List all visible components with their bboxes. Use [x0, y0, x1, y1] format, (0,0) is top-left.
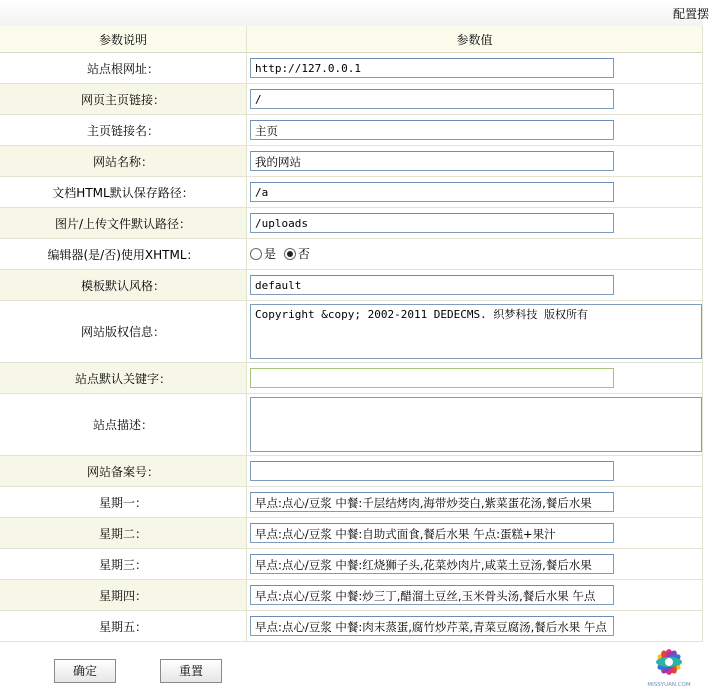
table-row [0, 363, 703, 394]
table-row [0, 580, 703, 611]
keywords-input[interactable] [250, 368, 614, 388]
monday-menu-input[interactable]: 早点:点心/豆浆 中餐:千层结烤肉,海带炒茭白,紫菜蛋花汤,餐后水果 [250, 492, 614, 512]
table-row [0, 518, 703, 549]
row-label: 星期二： [0, 518, 247, 549]
table-row [0, 301, 703, 363]
row-label: 星期五： [0, 611, 247, 642]
wednesday-menu-input[interactable]: 早点:点心/豆浆 中餐:红烧狮子头,花菜炒肉片,咸菜土豆汤,餐后水果 [250, 554, 614, 574]
icp-input[interactable] [250, 461, 614, 481]
table-row [0, 456, 703, 487]
row-label: 网站名称： [0, 146, 247, 177]
table-row [0, 270, 703, 301]
table-row [0, 549, 703, 580]
row-label: 网站版权信息： [0, 301, 247, 363]
row-label: 编辑器(是/否)使用XHTML： [0, 239, 247, 270]
config-table [0, 26, 703, 642]
site-name-input[interactable]: 我的网站 [250, 151, 614, 171]
template-style-input[interactable]: default [250, 275, 614, 295]
table-row [0, 84, 703, 115]
row-label: 站点默认关键字： [0, 363, 247, 394]
col-header-param: 参数说明 [0, 26, 247, 53]
table-row [0, 487, 703, 518]
row-label: 图片/上传文件默认路径： [0, 208, 247, 239]
radio-label: 是 [264, 247, 277, 262]
row-label: 模板默认风格： [0, 270, 247, 301]
table-row [0, 239, 703, 270]
col-header-value: 参数值 [247, 26, 703, 53]
radio-label: 否 [297, 247, 310, 262]
flower-logo-icon [645, 640, 693, 688]
table-header-row [0, 26, 703, 53]
row-label: 网页主页链接： [0, 84, 247, 115]
table-row [0, 394, 703, 456]
table-row [0, 115, 703, 146]
table-row [0, 208, 703, 239]
tuesday-menu-input[interactable]: 早点:点心/豆浆 中餐:自助式面食,餐后水果 午点:蛋糕+果汁 [250, 523, 614, 543]
row-label: 星期一： [0, 487, 247, 518]
friday-menu-input[interactable]: 早点:点心/豆浆 中餐:肉末蒸蛋,腐竹炒芹菜,青菜豆腐汤,餐后水果 午点 [250, 616, 614, 636]
radio-circle-icon [250, 248, 262, 260]
description-textarea[interactable] [250, 397, 702, 452]
row-label: 网站备案号： [0, 456, 247, 487]
row-label: 站点描述： [0, 394, 247, 456]
row-label: 站点根网址： [0, 53, 247, 84]
table-row [0, 177, 703, 208]
thursday-menu-input[interactable]: 早点:点心/豆浆 中餐:炒三丁,醋溜土豆丝,玉米骨头汤,餐后水果 午点 [250, 585, 614, 605]
copyright-textarea[interactable]: Copyright &copy; 2002-2011 DEDECMS. 织梦科技 版权所有 [250, 304, 702, 359]
row-label: 星期三： [0, 549, 247, 580]
radio-checked-icon [284, 248, 296, 260]
site-root-input[interactable]: http://127.0.0.1 [250, 58, 614, 78]
table-row [0, 53, 703, 84]
table-row [0, 611, 703, 642]
row-label: 星期四： [0, 580, 247, 611]
watermark-text: MISSYUAN.COM [647, 682, 691, 688]
table-row [0, 146, 703, 177]
top-bar [0, 0, 709, 27]
html-path-input[interactable]: /a [250, 182, 614, 202]
row-label: 主页链接名： [0, 115, 247, 146]
confirm-button[interactable]: 确定 [54, 659, 116, 683]
xhtml-no-radio[interactable] [284, 245, 310, 262]
page-title: 配置摆 [672, 7, 709, 21]
home-name-input[interactable]: 主页 [250, 120, 614, 140]
row-label: 文档HTML默认保存路径： [0, 177, 247, 208]
reset-button[interactable]: 重置 [160, 659, 222, 683]
xhtml-yes-radio[interactable] [250, 245, 276, 262]
home-link-input[interactable]: / [250, 89, 614, 109]
upload-path-input[interactable]: /uploads [250, 213, 614, 233]
